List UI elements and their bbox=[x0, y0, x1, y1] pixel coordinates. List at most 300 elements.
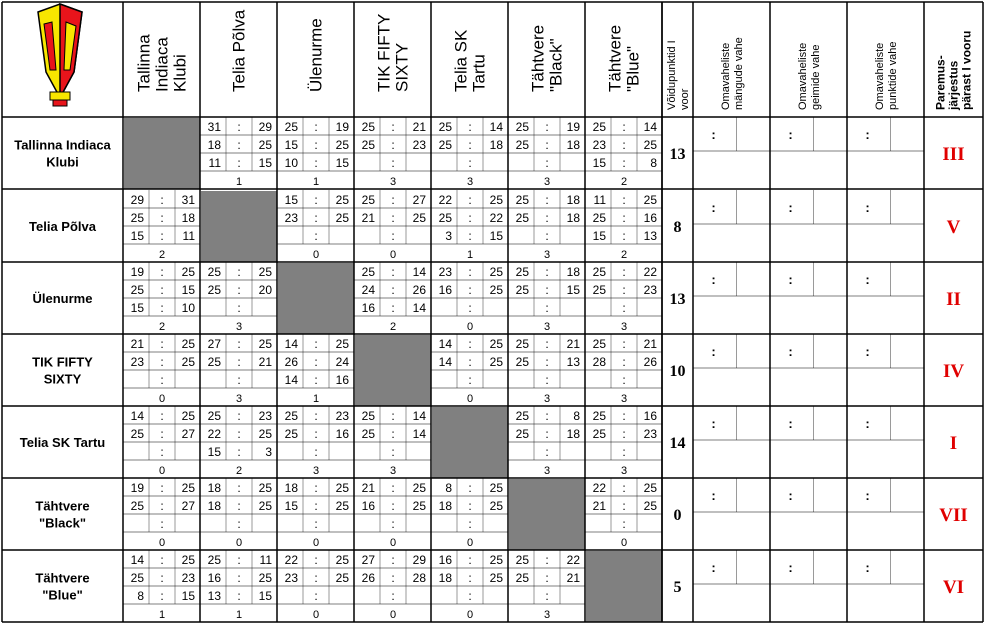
placement-rank: V bbox=[946, 217, 961, 238]
set-score-own: 23 bbox=[284, 571, 298, 585]
summary-diff-colon: : bbox=[865, 127, 870, 142]
set-score-separator: : bbox=[468, 553, 472, 567]
summary-diff-colon: : bbox=[865, 560, 870, 575]
summary-diff-colon: : bbox=[788, 127, 793, 142]
set-score-separator: : bbox=[160, 337, 164, 351]
set-score-opp: 18 bbox=[566, 211, 580, 225]
set-score-separator: : bbox=[314, 571, 318, 585]
set-score-opp: 25 bbox=[489, 337, 503, 351]
set-score-separator: : bbox=[314, 120, 318, 134]
set-score-own: 14 bbox=[438, 355, 452, 369]
set-score-separator: : bbox=[468, 193, 472, 207]
summary-diff-colon: : bbox=[788, 560, 793, 575]
summary-diff-colon: : bbox=[788, 488, 793, 503]
set-score-separator: : bbox=[391, 481, 395, 495]
set-score-opp: 25 bbox=[489, 265, 503, 279]
set-score-separator: : bbox=[622, 283, 626, 297]
set-score-opp: 13 bbox=[643, 229, 657, 243]
set-score-opp: 25 bbox=[412, 499, 426, 513]
column-header-team-1: Tallinna bbox=[134, 34, 154, 92]
set-score-separator: : bbox=[622, 193, 626, 207]
match-points: 1 bbox=[235, 176, 243, 188]
set-score-opp: 15 bbox=[181, 283, 195, 297]
header-rank: pärast I vooru bbox=[959, 30, 974, 110]
match-points: 0 bbox=[389, 537, 397, 549]
set-score-separator: : bbox=[622, 229, 626, 243]
set-score-separator: : bbox=[622, 409, 626, 423]
column-header-team-4: SIXTY bbox=[392, 42, 412, 92]
set-score-separator: : bbox=[545, 211, 549, 225]
header-points: voor bbox=[679, 88, 691, 110]
set-score-opp: 25 bbox=[643, 193, 657, 207]
set-score-opp: 18 bbox=[566, 193, 580, 207]
set-score-own: 16 bbox=[438, 283, 452, 297]
column-header-team-4: TIK FIFTY bbox=[374, 13, 394, 92]
set-score-separator: : bbox=[622, 355, 626, 369]
row-team-name: Telia Põlva bbox=[29, 219, 96, 234]
set-score-own: 18 bbox=[438, 499, 452, 513]
set-score-opp: 31 bbox=[181, 193, 195, 207]
set-score-own: 25 bbox=[515, 211, 529, 225]
set-score-own: 25 bbox=[284, 427, 298, 441]
set-score-opp: 25 bbox=[489, 481, 503, 495]
summary-diff-colon: : bbox=[865, 344, 870, 359]
set-score-separator: : bbox=[545, 265, 549, 279]
set-score-own: 15 bbox=[284, 193, 298, 207]
set-score-own: 15 bbox=[592, 229, 606, 243]
match-points: 0 bbox=[158, 465, 166, 477]
set-score-separator: : bbox=[468, 120, 472, 134]
match-points: 3 bbox=[312, 465, 320, 477]
set-score-own: 15 bbox=[592, 156, 606, 170]
set-score-opp: 3 bbox=[265, 445, 272, 459]
set-score-opp: 16 bbox=[335, 373, 349, 387]
set-score-opp: 21 bbox=[412, 120, 426, 134]
total-victory-points: 0 bbox=[673, 507, 682, 524]
set-score-opp: 26 bbox=[643, 355, 657, 369]
set-score-opp: 15 bbox=[181, 589, 195, 603]
set-score-own: 25 bbox=[515, 138, 529, 152]
summary-diff-colon: : bbox=[865, 488, 870, 503]
summary-diff-colon: : bbox=[711, 344, 716, 359]
set-score-separator: : bbox=[160, 373, 164, 387]
set-score-own: 22 bbox=[207, 427, 221, 441]
diagonal-blank-cell bbox=[124, 118, 200, 189]
set-score-opp: 25 bbox=[181, 481, 195, 495]
set-score-opp: 25 bbox=[258, 499, 272, 513]
set-score-separator: : bbox=[237, 517, 241, 531]
set-score-opp: 19 bbox=[566, 120, 580, 134]
set-score-opp: 25 bbox=[489, 355, 503, 369]
set-score-own: 15 bbox=[284, 499, 298, 513]
set-score-own: 21 bbox=[592, 499, 606, 513]
column-header-team-6: "Black" bbox=[546, 38, 566, 92]
set-score-own: 18 bbox=[207, 499, 221, 513]
set-score-separator: : bbox=[160, 553, 164, 567]
match-points: 3 bbox=[543, 465, 551, 477]
set-score-own: 25 bbox=[361, 138, 375, 152]
set-score-separator: : bbox=[391, 301, 395, 315]
row-team-name: Tähtvere bbox=[35, 570, 90, 586]
set-score-opp: 18 bbox=[566, 265, 580, 279]
set-score-own: 25 bbox=[361, 193, 375, 207]
set-score-own: 8 bbox=[137, 589, 144, 603]
set-score-separator: : bbox=[468, 337, 472, 351]
set-score-opp: 25 bbox=[412, 481, 426, 495]
set-score-separator: : bbox=[545, 301, 549, 315]
set-score-own: 25 bbox=[592, 337, 606, 351]
set-score-separator: : bbox=[468, 229, 472, 243]
set-score-opp: 25 bbox=[489, 193, 503, 207]
placement-rank: VI bbox=[942, 577, 965, 598]
header-sets-diff: Omavaheliste bbox=[797, 42, 809, 110]
set-score-opp: 25 bbox=[335, 499, 349, 513]
set-score-opp: 25 bbox=[335, 571, 349, 585]
set-score-opp: 25 bbox=[258, 138, 272, 152]
set-score-opp: 25 bbox=[258, 337, 272, 351]
set-score-opp: 23 bbox=[258, 409, 272, 423]
set-score-separator: : bbox=[468, 283, 472, 297]
set-score-separator: : bbox=[468, 589, 472, 603]
set-score-own: 29 bbox=[130, 193, 144, 207]
match-points: 0 bbox=[389, 249, 397, 261]
column-header-team-5: Tartu bbox=[469, 54, 489, 92]
set-score-separator: : bbox=[545, 373, 549, 387]
set-score-own: 22 bbox=[284, 553, 298, 567]
set-score-separator: : bbox=[545, 427, 549, 441]
set-score-separator: : bbox=[391, 553, 395, 567]
set-score-opp: 25 bbox=[643, 481, 657, 495]
set-score-own: 13 bbox=[207, 589, 221, 603]
set-score-own: 16 bbox=[438, 553, 452, 567]
summary-diff-colon: : bbox=[788, 200, 793, 215]
match-points: 3 bbox=[620, 321, 628, 333]
set-score-opp: 8 bbox=[573, 409, 580, 423]
set-score-separator: : bbox=[314, 445, 318, 459]
set-score-own: 25 bbox=[515, 427, 529, 441]
set-score-separator: : bbox=[237, 156, 241, 170]
set-score-separator: : bbox=[545, 156, 549, 170]
set-score-separator: : bbox=[622, 373, 626, 387]
set-score-opp: 25 bbox=[489, 499, 503, 513]
set-score-own: 25 bbox=[361, 427, 375, 441]
set-score-own: 15 bbox=[284, 138, 298, 152]
set-score-own: 10 bbox=[284, 156, 298, 170]
set-score-own: 25 bbox=[438, 211, 452, 225]
summary-diff-colon: : bbox=[788, 272, 793, 287]
match-points: 3 bbox=[543, 176, 551, 188]
set-score-own: 16 bbox=[361, 301, 375, 315]
set-score-own: 25 bbox=[515, 283, 529, 297]
total-victory-points: 8 bbox=[673, 219, 682, 236]
set-score-opp: 25 bbox=[181, 409, 195, 423]
set-score-separator: : bbox=[545, 138, 549, 152]
set-score-opp: 24 bbox=[335, 355, 349, 369]
set-score-own: 11 bbox=[593, 193, 606, 207]
set-score-separator: : bbox=[160, 445, 164, 459]
set-score-opp: 16 bbox=[335, 427, 349, 441]
summary-diff-colon: : bbox=[865, 272, 870, 287]
set-score-opp: 29 bbox=[258, 120, 272, 134]
match-points: 1 bbox=[312, 393, 320, 405]
set-score-separator: : bbox=[545, 337, 549, 351]
set-score-opp: 14 bbox=[412, 301, 426, 315]
set-score-opp: 15 bbox=[335, 156, 349, 170]
set-score-separator: : bbox=[468, 211, 472, 225]
set-score-opp: 11 bbox=[259, 553, 272, 567]
set-score-opp: 25 bbox=[643, 138, 657, 152]
set-score-own: 26 bbox=[284, 355, 298, 369]
row-team-name: SIXTY bbox=[43, 371, 82, 387]
column-header-team-7: "Blue" bbox=[623, 45, 643, 92]
header-points-diff: Omavaheliste bbox=[874, 42, 886, 110]
set-score-own: 18 bbox=[207, 481, 221, 495]
set-score-own: 26 bbox=[361, 571, 375, 585]
set-score-separator: : bbox=[545, 283, 549, 297]
set-score-separator: : bbox=[160, 355, 164, 369]
set-score-opp: 22 bbox=[643, 265, 657, 279]
set-score-separator: : bbox=[391, 138, 395, 152]
set-score-separator: : bbox=[622, 156, 626, 170]
placement-rank: II bbox=[946, 289, 961, 310]
set-score-separator: : bbox=[314, 373, 318, 387]
set-score-separator: : bbox=[237, 337, 241, 351]
set-score-opp: 21 bbox=[258, 355, 272, 369]
summary-diff-colon: : bbox=[711, 200, 716, 215]
set-score-separator: : bbox=[391, 499, 395, 513]
column-header-team-3: Ülenurme bbox=[306, 18, 326, 92]
set-score-opp: 15 bbox=[489, 229, 503, 243]
header-rank: järjestus bbox=[946, 60, 961, 110]
set-score-own: 25 bbox=[130, 499, 144, 513]
set-score-own: 25 bbox=[515, 553, 529, 567]
set-score-opp: 25 bbox=[335, 211, 349, 225]
diagonal-blank-cell bbox=[509, 479, 585, 550]
match-points: 0 bbox=[466, 609, 474, 621]
summary-diff-colon: : bbox=[788, 416, 793, 431]
set-score-own: 25 bbox=[130, 283, 144, 297]
match-points: 2 bbox=[158, 321, 166, 333]
set-score-opp: 25 bbox=[258, 427, 272, 441]
set-score-separator: : bbox=[160, 571, 164, 585]
set-score-separator: : bbox=[468, 499, 472, 513]
placement-rank: I bbox=[949, 433, 958, 454]
set-score-separator: : bbox=[545, 571, 549, 585]
set-score-own: 21 bbox=[361, 481, 375, 495]
set-score-separator: : bbox=[314, 553, 318, 567]
set-score-separator: : bbox=[314, 229, 318, 243]
set-score-opp: 14 bbox=[489, 120, 503, 134]
set-score-opp: 18 bbox=[181, 211, 195, 225]
set-score-separator: : bbox=[237, 499, 241, 513]
set-score-separator: : bbox=[391, 283, 395, 297]
set-score-own: 3 bbox=[445, 229, 452, 243]
header-points-diff: punktide vahe bbox=[887, 41, 899, 110]
set-score-separator: : bbox=[468, 571, 472, 585]
column-header-team-5: Telia SK bbox=[451, 29, 471, 92]
match-points: 2 bbox=[235, 465, 243, 477]
set-score-opp: 25 bbox=[335, 337, 349, 351]
set-score-separator: : bbox=[237, 355, 241, 369]
match-points: 1 bbox=[466, 249, 474, 261]
set-score-separator: : bbox=[237, 553, 241, 567]
set-score-own: 28 bbox=[592, 355, 606, 369]
match-points: 3 bbox=[620, 465, 628, 477]
match-points: 3 bbox=[235, 393, 243, 405]
match-points: 1 bbox=[158, 609, 166, 621]
set-score-opp: 25 bbox=[181, 337, 195, 351]
set-score-own: 31 bbox=[207, 120, 221, 134]
set-score-own: 25 bbox=[515, 409, 529, 423]
match-points: 3 bbox=[543, 321, 551, 333]
match-points: 3 bbox=[389, 176, 397, 188]
set-score-opp: 11 bbox=[182, 229, 195, 243]
column-header-team-1: Klubi bbox=[170, 54, 190, 92]
row-team-name: Klubi bbox=[46, 154, 79, 170]
set-score-separator: : bbox=[160, 283, 164, 297]
column-header-team-2: Telia Põlva bbox=[229, 9, 249, 92]
set-score-opp: 14 bbox=[412, 427, 426, 441]
set-score-own: 25 bbox=[515, 265, 529, 279]
set-score-separator: : bbox=[314, 481, 318, 495]
set-score-own: 21 bbox=[130, 337, 144, 351]
set-score-separator: : bbox=[468, 301, 472, 315]
set-score-separator: : bbox=[314, 409, 318, 423]
set-score-own: 25 bbox=[592, 265, 606, 279]
set-score-own: 23 bbox=[130, 355, 144, 369]
set-score-separator: : bbox=[237, 427, 241, 441]
row-team-name: Telia SK Tartu bbox=[19, 435, 106, 450]
set-score-own: 25 bbox=[361, 409, 375, 423]
set-score-own: 15 bbox=[130, 229, 144, 243]
set-score-own: 25 bbox=[284, 409, 298, 423]
match-points: 1 bbox=[312, 176, 320, 188]
set-score-separator: : bbox=[160, 517, 164, 531]
set-score-separator: : bbox=[622, 445, 626, 459]
set-score-opp: 23 bbox=[335, 409, 349, 423]
set-score-separator: : bbox=[545, 445, 549, 459]
diagonal-blank-cell bbox=[355, 335, 431, 406]
column-header-team-1: Indiaca bbox=[152, 37, 172, 92]
set-score-opp: 14 bbox=[643, 120, 657, 134]
set-score-own: 25 bbox=[592, 283, 606, 297]
set-score-opp: 14 bbox=[412, 409, 426, 423]
set-score-separator: : bbox=[160, 481, 164, 495]
match-points: 0 bbox=[312, 609, 320, 621]
set-score-separator: : bbox=[545, 409, 549, 423]
set-score-separator: : bbox=[545, 193, 549, 207]
match-points: 3 bbox=[389, 465, 397, 477]
set-score-opp: 25 bbox=[258, 571, 272, 585]
set-score-separator: : bbox=[160, 409, 164, 423]
set-score-separator: : bbox=[237, 120, 241, 134]
set-score-opp: 25 bbox=[643, 499, 657, 513]
set-score-opp: 14 bbox=[412, 265, 426, 279]
set-score-opp: 26 bbox=[412, 283, 426, 297]
set-score-separator: : bbox=[237, 589, 241, 603]
set-score-own: 23 bbox=[592, 138, 606, 152]
set-score-own: 18 bbox=[284, 481, 298, 495]
diagonal-blank-cell bbox=[201, 191, 277, 262]
diagonal-blank-cell bbox=[586, 551, 662, 622]
match-points: 2 bbox=[158, 249, 166, 261]
set-score-own: 25 bbox=[361, 265, 375, 279]
set-score-opp: 23 bbox=[181, 571, 195, 585]
set-score-opp: 25 bbox=[335, 481, 349, 495]
set-score-separator: : bbox=[237, 481, 241, 495]
set-score-own: 25 bbox=[592, 211, 606, 225]
summary-diff-colon: : bbox=[711, 488, 716, 503]
match-points: 3 bbox=[466, 176, 474, 188]
set-score-separator: : bbox=[545, 355, 549, 369]
set-score-own: 14 bbox=[130, 409, 144, 423]
set-score-own: 19 bbox=[130, 265, 144, 279]
set-score-opp: 16 bbox=[643, 409, 657, 423]
set-score-opp: 25 bbox=[335, 553, 349, 567]
total-victory-points: 10 bbox=[669, 363, 686, 380]
match-points: 3 bbox=[543, 609, 551, 621]
header-points: Võidupunktid I bbox=[666, 40, 678, 110]
summary-diff-colon: : bbox=[865, 200, 870, 215]
set-score-separator: : bbox=[545, 120, 549, 134]
set-score-separator: : bbox=[314, 193, 318, 207]
placement-rank: III bbox=[942, 144, 965, 165]
set-score-separator: : bbox=[160, 427, 164, 441]
set-score-separator: : bbox=[622, 265, 626, 279]
total-victory-points: 14 bbox=[669, 435, 686, 452]
set-score-opp: 10 bbox=[181, 301, 195, 315]
set-score-opp: 18 bbox=[566, 138, 580, 152]
set-score-separator: : bbox=[622, 517, 626, 531]
set-score-opp: 23 bbox=[643, 283, 657, 297]
set-score-separator: : bbox=[622, 138, 626, 152]
set-score-separator: : bbox=[622, 337, 626, 351]
set-score-separator: : bbox=[468, 265, 472, 279]
set-score-separator: : bbox=[314, 499, 318, 513]
set-score-separator: : bbox=[622, 301, 626, 315]
set-score-opp: 29 bbox=[412, 553, 426, 567]
set-score-separator: : bbox=[314, 156, 318, 170]
set-score-separator: : bbox=[391, 156, 395, 170]
set-score-own: 14 bbox=[284, 373, 298, 387]
header-rank: Paremus- bbox=[933, 55, 948, 110]
set-score-separator: : bbox=[237, 138, 241, 152]
set-score-opp: 28 bbox=[412, 571, 426, 585]
set-score-own: 23 bbox=[284, 211, 298, 225]
set-score-separator: : bbox=[468, 481, 472, 495]
match-points: 2 bbox=[389, 321, 397, 333]
set-score-separator: : bbox=[468, 355, 472, 369]
set-score-own: 8 bbox=[445, 481, 452, 495]
set-score-opp: 18 bbox=[566, 427, 580, 441]
set-score-separator: : bbox=[391, 211, 395, 225]
row-team-name: Ülenurme bbox=[32, 291, 93, 306]
set-score-separator: : bbox=[237, 265, 241, 279]
column-header-team-7: Tähtvere bbox=[605, 24, 625, 92]
set-score-separator: : bbox=[545, 589, 549, 603]
match-points: 0 bbox=[312, 249, 320, 261]
set-score-separator: : bbox=[237, 301, 241, 315]
set-score-opp: 25 bbox=[335, 193, 349, 207]
set-score-own: 25 bbox=[515, 120, 529, 134]
set-score-own: 25 bbox=[130, 571, 144, 585]
set-score-opp: 15 bbox=[258, 156, 272, 170]
diagonal-blank-cell bbox=[278, 263, 354, 334]
set-score-separator: : bbox=[237, 571, 241, 585]
match-points: 3 bbox=[543, 393, 551, 405]
set-score-own: 21 bbox=[361, 211, 375, 225]
set-score-separator: : bbox=[237, 373, 241, 387]
